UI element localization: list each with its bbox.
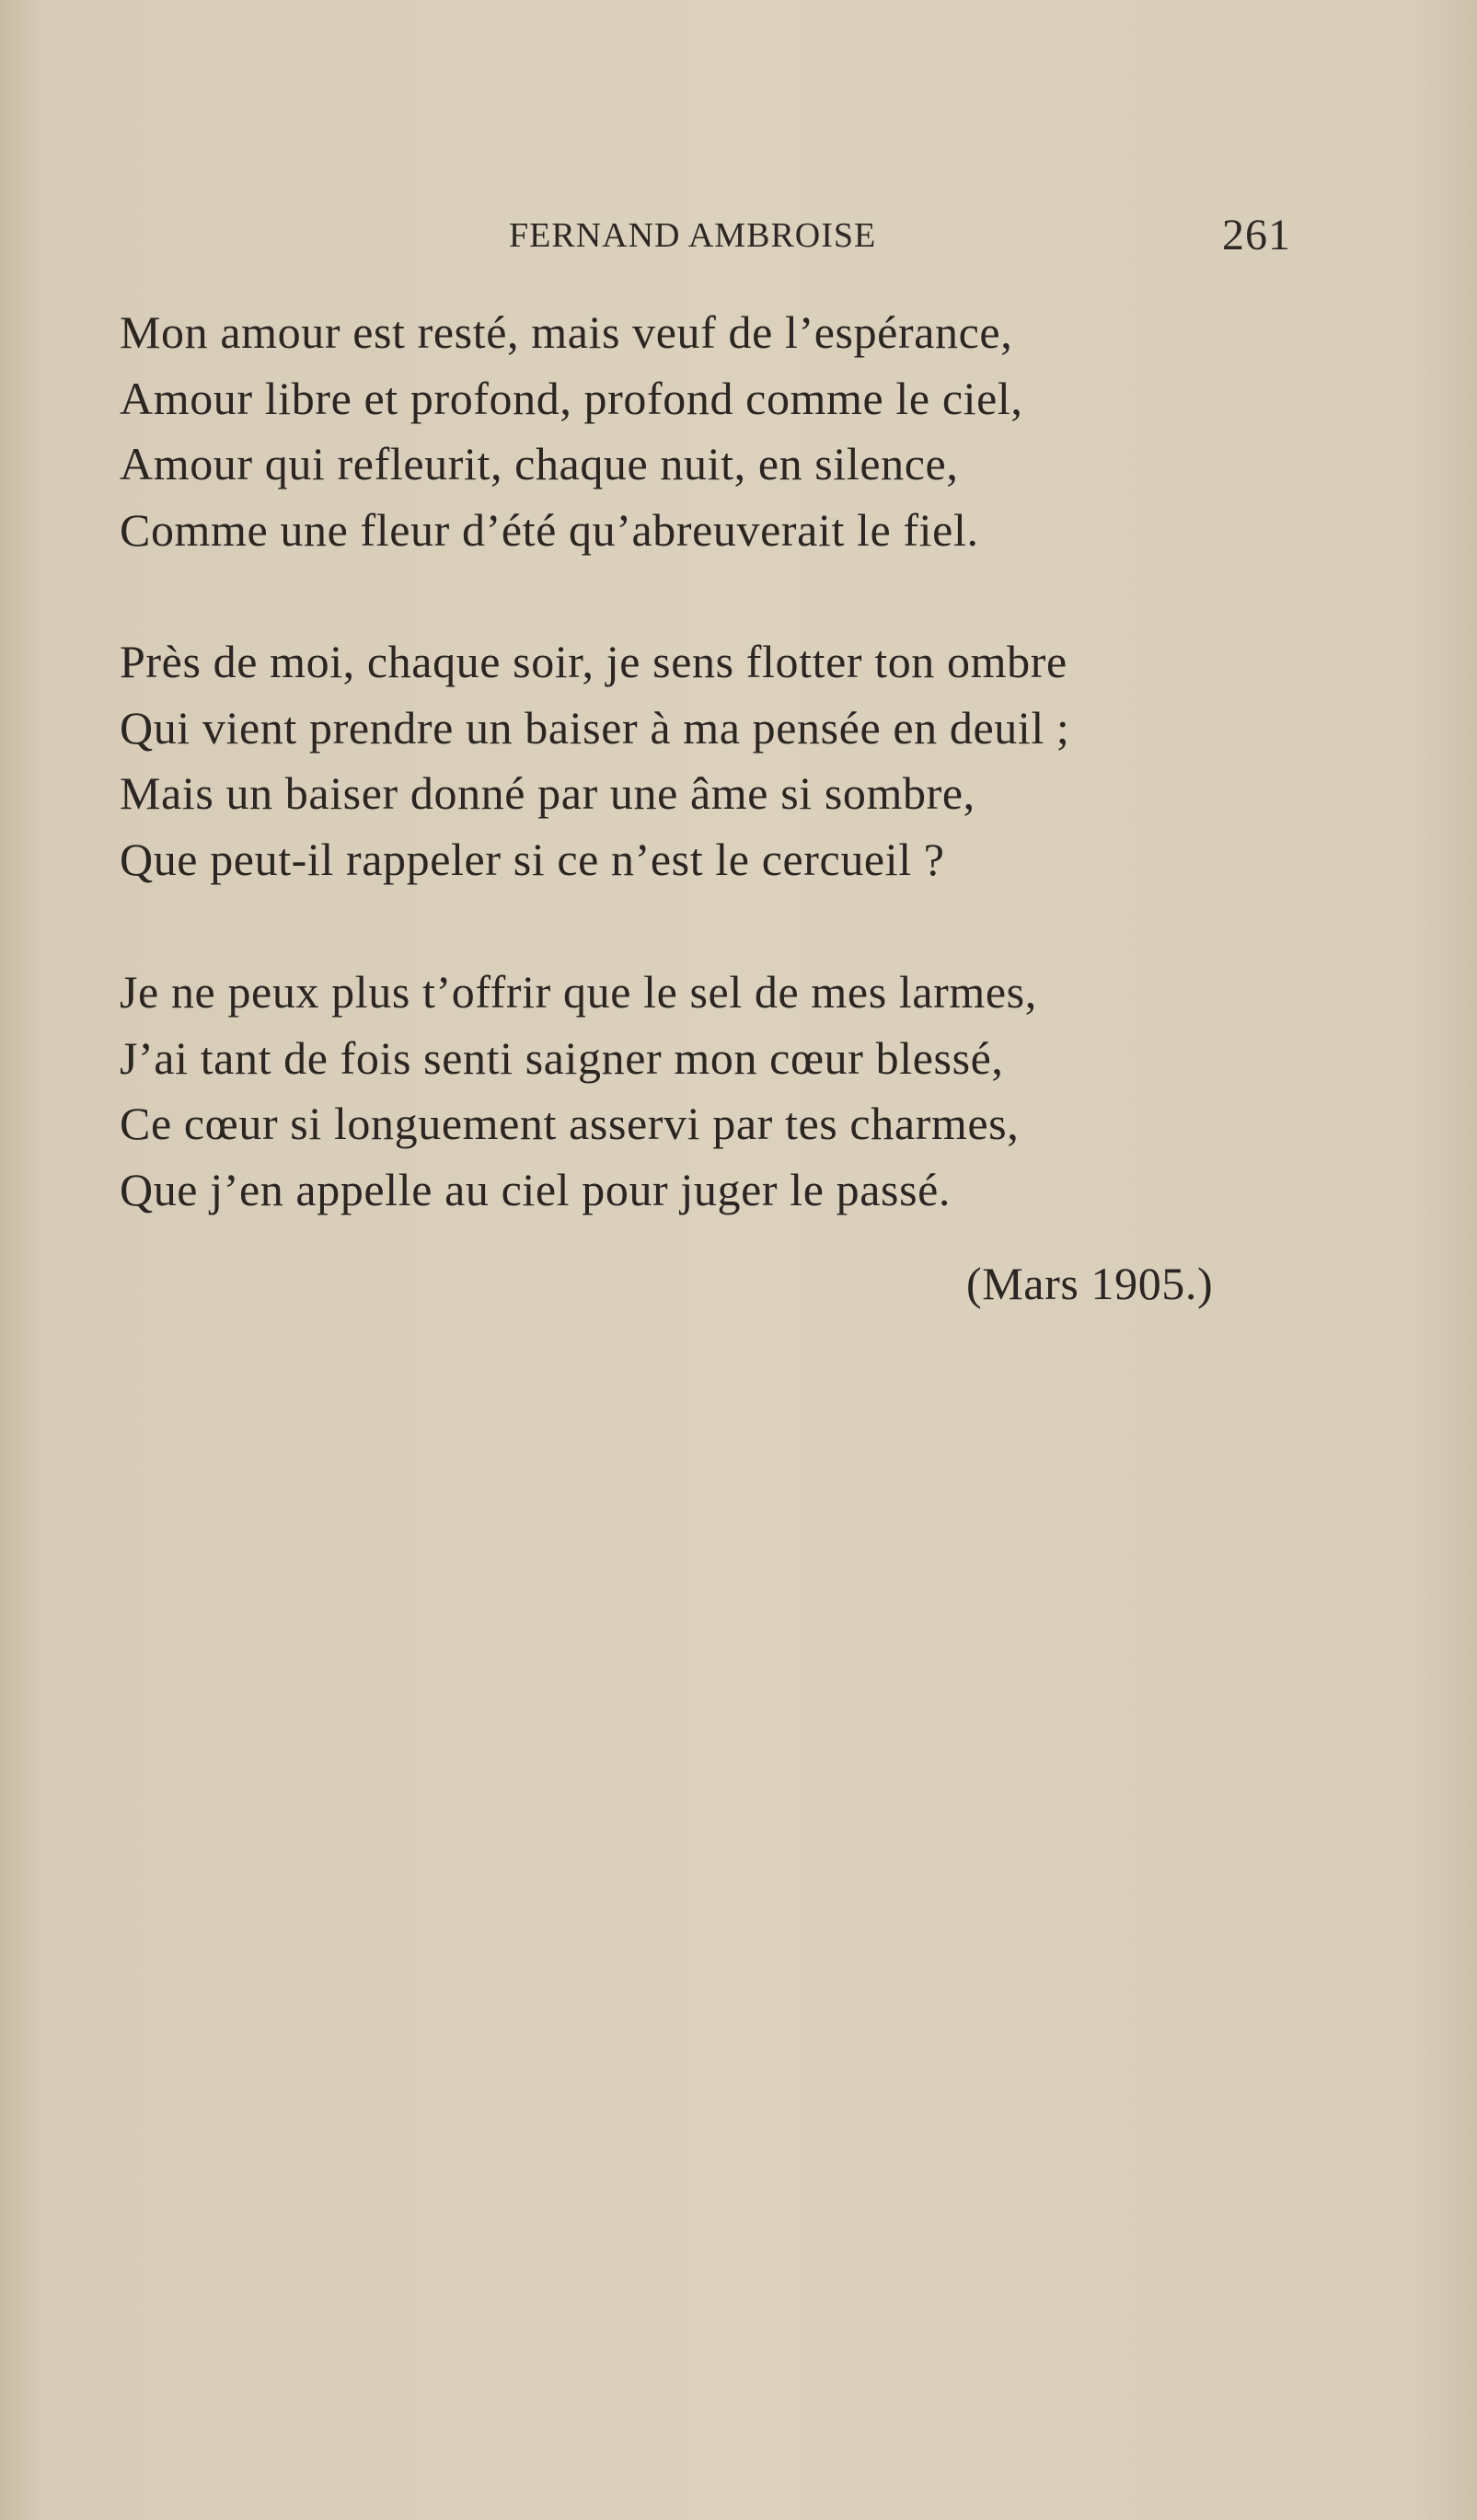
verse-line: Qui vient prendre un baiser à ma pensée en deuil ; xyxy=(120,701,1070,754)
running-head xyxy=(0,210,1477,265)
verse-line: Amour qui refleurit, chaque nuit, en silence, xyxy=(120,438,959,489)
verse-line: Que peut-il rappeler si ce n’est le cercueil ? xyxy=(120,833,945,885)
stanza-2 xyxy=(120,629,1316,892)
verse-line: Amour libre et profond, profond comme le ciel, xyxy=(120,372,1023,424)
verse-line: Mais un baiser donné par une âme si sombre, xyxy=(120,767,975,819)
verse-line: Mon amour est resté, mais veuf de l’espérance, xyxy=(120,306,1013,358)
verse-line: Ce cœur si longuement asservi par tes charmes, xyxy=(120,1098,1020,1149)
stanza-3 xyxy=(120,960,1316,1223)
verse-line: Que j’en appelle au ciel pour juger le passé. xyxy=(120,1163,952,1215)
verse-line: Je ne peux plus t’offrir que le sel de mes larmes, xyxy=(120,966,1037,1018)
author-header: FERNAND AMBROISE xyxy=(509,216,877,255)
verse-line: J’ai tant de fois senti saigner mon cœur blessé, xyxy=(120,1031,1004,1084)
page-number: 261 xyxy=(1222,211,1291,259)
stanza-1 xyxy=(120,300,1316,563)
verse-line: Près de moi, chaque soir, je sens flotter ton ombre xyxy=(120,636,1067,687)
verse-line: Comme une fleur d’été qu’abreuverait le fiel. xyxy=(120,503,979,556)
poem-date: (Mars 1905.) xyxy=(966,1258,1214,1309)
